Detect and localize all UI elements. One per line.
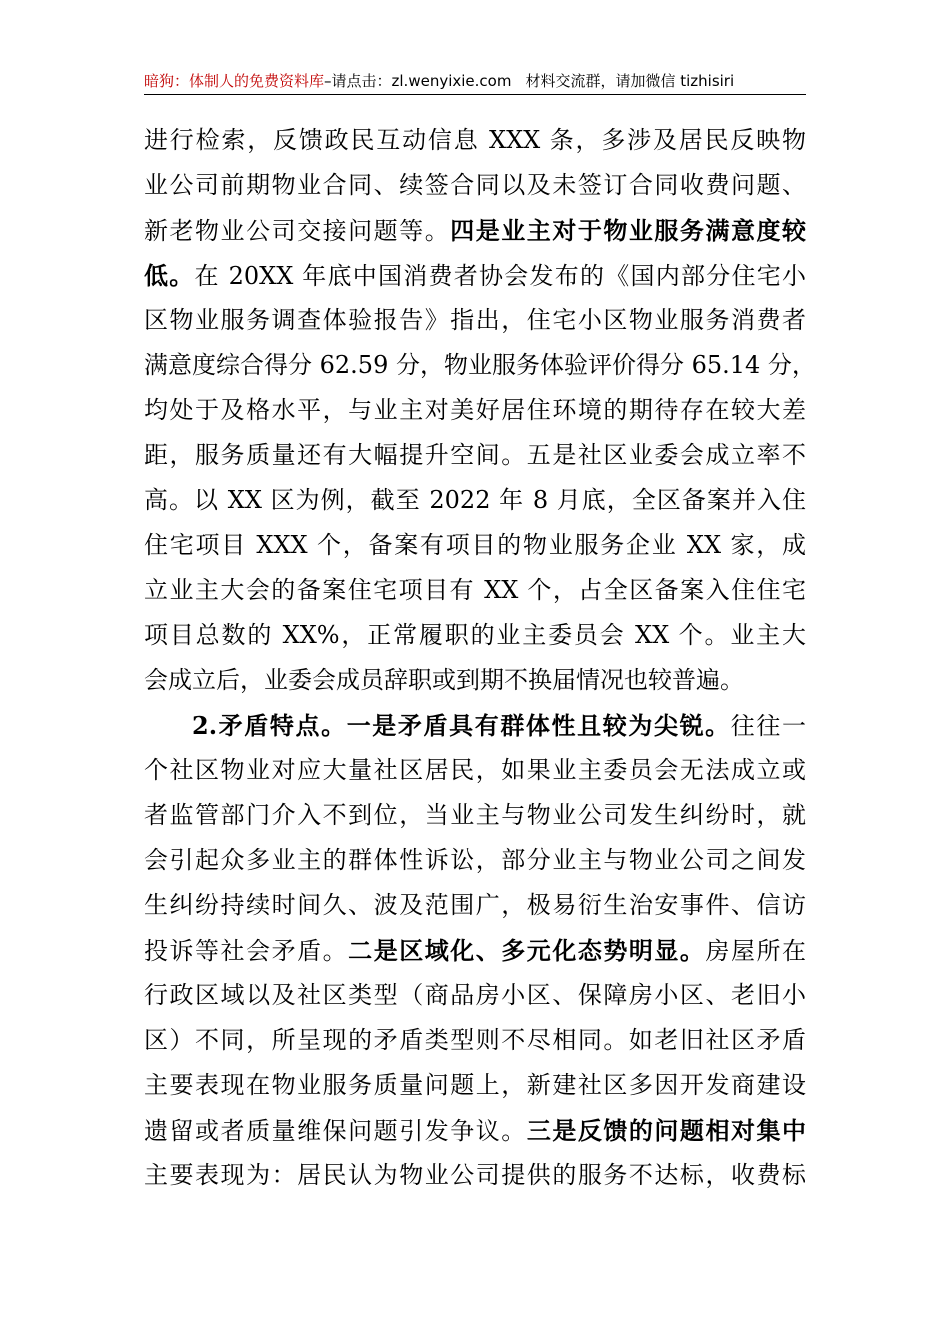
- text-line: [144, 658, 806, 703]
- text-run: 行政区域以及社区类型（商品房小区、保障房小区、老旧小: [144, 981, 806, 1009]
- text-run: 投诉等社会矛盾。: [144, 937, 349, 965]
- header-library-name: 暗狗：体制人的免费资料库: [144, 72, 325, 90]
- text-run: 会引起众多业主的群体性诉讼，部分业主与物业公司之间发: [144, 846, 806, 874]
- text-run: 新老物业公司交接问题等。: [144, 217, 451, 245]
- header-wechat-note: 材料交流群，请加微信 tizhisiri: [525, 72, 735, 90]
- text-line: [144, 1108, 806, 1153]
- text-run: 进行检索，反馈政民互动信息 XXX 条，多涉及居民反映物: [144, 126, 806, 154]
- text-line: [144, 523, 806, 568]
- text-line: [144, 478, 806, 523]
- text-run: 主要表现在物业服务质量问题上，新建社区多因开发商建设: [144, 1071, 806, 1099]
- bold-text-run: 三是反馈的问题相对集中: [526, 1116, 807, 1145]
- text-run: 遗留或者质量维保问题引发争议。: [144, 1117, 527, 1145]
- text-run: 个社区物业对应大量社区居民，如果业主委员会无法成立或: [144, 756, 806, 784]
- text-line: [144, 208, 806, 253]
- text-run: 业公司前期物业合同、续签合同以及未签订合同收费问题、: [144, 171, 806, 199]
- text-run: 项目总数的 XX%，正常履职的业主委员会 XX 个。业主大: [144, 621, 806, 649]
- text-run: 往往一: [730, 712, 806, 740]
- header-link-text[interactable]: –请点击：zl.wenyixie.com: [324, 72, 512, 90]
- page-header: [144, 70, 806, 95]
- text-run: 主要表现为：居民认为物业公司提供的服务不达标，收费标: [144, 1161, 806, 1189]
- text-line: [144, 748, 806, 793]
- text-line: [144, 883, 806, 928]
- bold-text-run: 四是业主对于物业服务满意度较: [450, 216, 807, 245]
- text-run: 均处于及格水平，与业主对美好居住环境的期待存在较大差: [144, 396, 806, 424]
- text-line: [144, 613, 806, 658]
- text-run: 住宅项目 XXX 个，备案有项目的物业服务企业 XX 家，成: [144, 531, 806, 559]
- text-run: 高。以 XX 区为例，截至 2022 年 8 月底，全区备案并入住: [144, 486, 806, 514]
- text-run: 区）不同，所呈现的矛盾类型则不尽相同。如老旧社区矛盾: [144, 1026, 806, 1054]
- text-run: 者监管部门介入不到位，当业主与物业公司发生纠纷时，就: [144, 801, 806, 829]
- text-line: [144, 928, 806, 973]
- text-line: [144, 1063, 806, 1108]
- text-line: [144, 253, 806, 298]
- text-run: 立业主大会的备案住宅项目有 XX 个，占全区备案入住住宅: [144, 576, 806, 604]
- text-run: 距，服务质量还有大幅提升空间。五是社区业委会成立率不: [144, 441, 806, 469]
- text-line: [144, 118, 806, 163]
- text-run: 生纠纷持续时间久、波及范围广，极易衍生治安事件、信访: [144, 891, 806, 919]
- text-line: [144, 163, 806, 208]
- text-line: [144, 298, 806, 343]
- text-line: [144, 793, 806, 838]
- text-run: 区物业服务调查体验报告》指出，住宅小区物业服务消费者: [144, 306, 806, 334]
- text-line: [144, 703, 806, 748]
- text-run: 在 20XX 年底中国消费者协会发布的《国内部分住宅小: [194, 262, 807, 290]
- text-line: [144, 343, 816, 388]
- document-body: [144, 118, 816, 1198]
- text-line: [144, 568, 806, 613]
- text-line: [144, 1153, 806, 1198]
- text-run: 房屋所在: [705, 937, 807, 965]
- bold-text-run: 2.矛盾特点。一是矛盾具有群体性且较为尖锐。: [192, 711, 731, 740]
- text-line: [144, 433, 806, 478]
- text-line: [144, 1018, 806, 1063]
- bold-text-run: 低。: [144, 261, 195, 290]
- bold-text-run: 二是区域化、多元化态势明显。: [348, 936, 706, 965]
- text-line: [144, 973, 806, 1018]
- text-run: 满意度综合得分 62.59 分，物业服务体验评价得分 65.14 分，: [144, 351, 816, 379]
- text-line: [144, 838, 806, 883]
- text-line: [144, 388, 806, 433]
- text-run: 会成立后，业委会成员辞职或到期不换届情况也较普遍。: [144, 666, 744, 694]
